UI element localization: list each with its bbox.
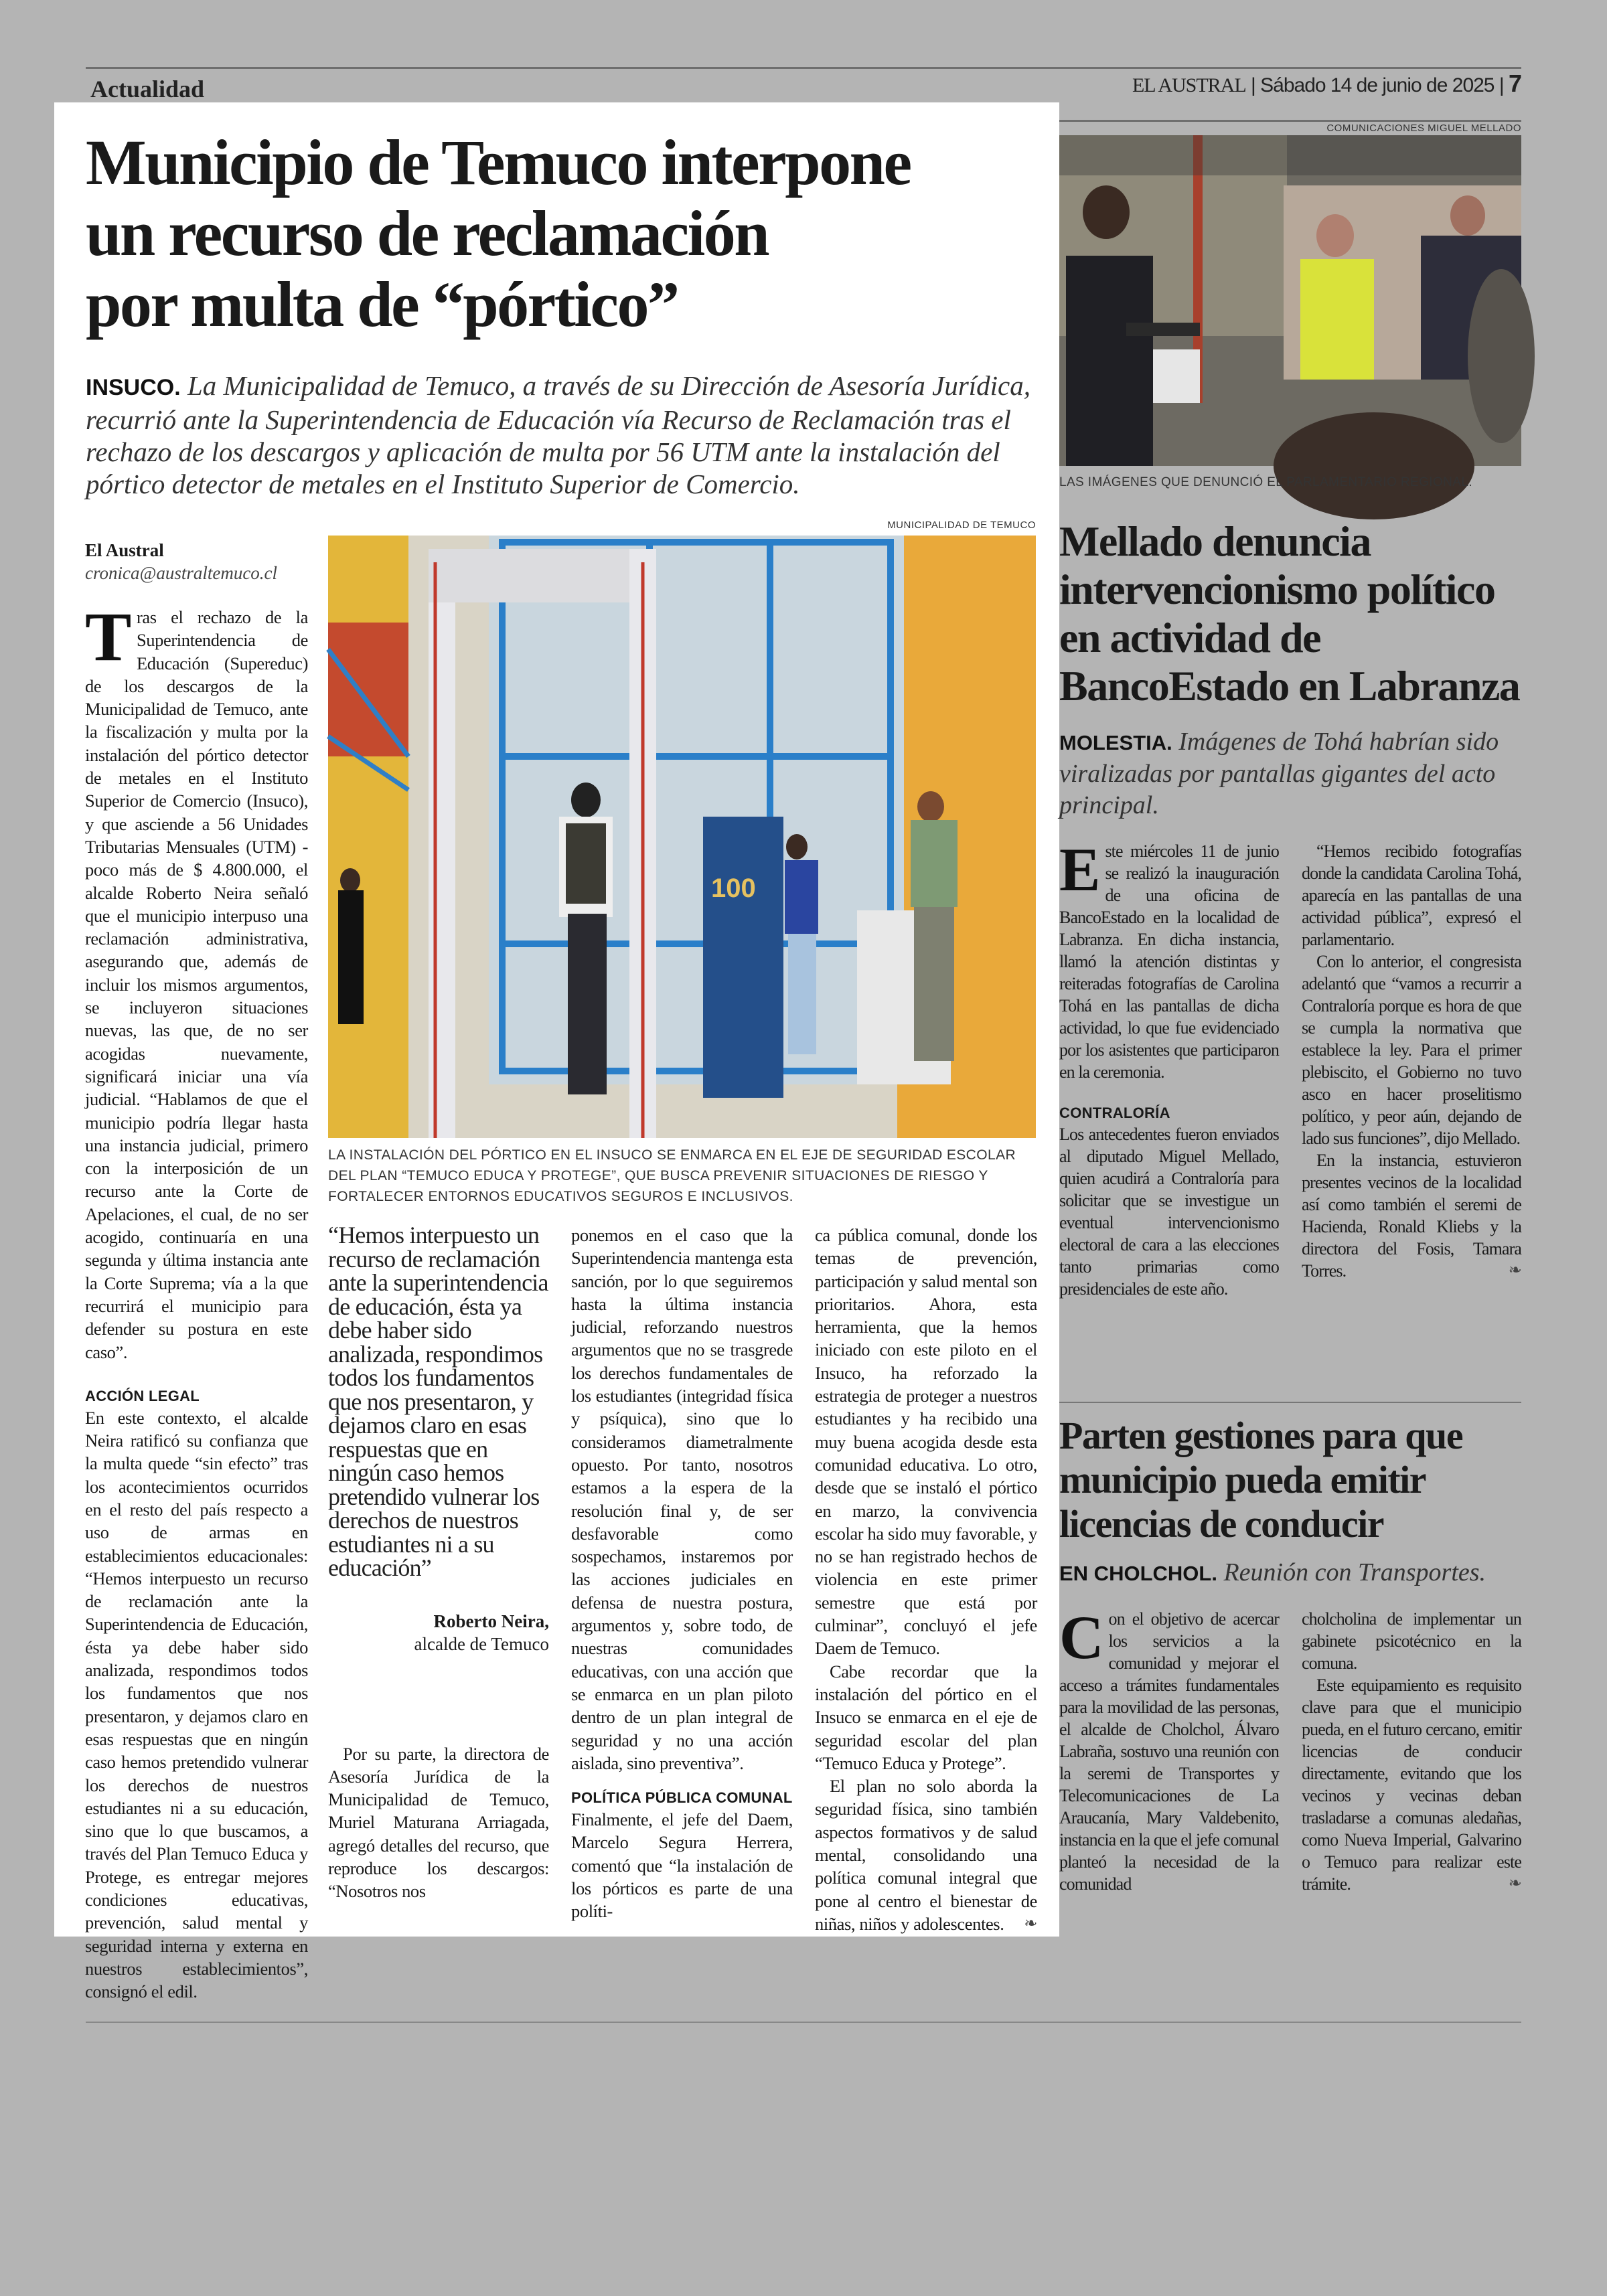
subheading: CONTRALORÍA	[1059, 1104, 1170, 1121]
quote-author: Roberto Neira,	[433, 1611, 549, 1631]
side-photo	[1059, 135, 1521, 466]
drop-cap: E	[1059, 835, 1100, 904]
quote-author-role: alcalde de Temuco	[414, 1633, 549, 1654]
side-1-column-1	[1059, 835, 1279, 1300]
section-divider	[1059, 1402, 1521, 1403]
drop-cap: C	[1059, 1603, 1103, 1671]
article-column-1	[85, 598, 308, 2002]
side-photo-credit: COMUNICACIONES MIGUEL MELLADO	[1326, 122, 1521, 134]
banner-100-text: 100	[711, 874, 756, 903]
masthead: EL AUSTRAL | Sábado 14 de junio de 2025 | 7	[1132, 70, 1521, 97]
drop-cap: T	[85, 598, 131, 675]
main-deck	[86, 370, 1037, 500]
paragraph: Los antecedentes fueron enviados al diputado Miguel Mellado, quien acudirá a Contraloría para solicitar que se investigue un eventual intervencionismo electoral de cara a las elecciones tanto primarias como presidenciales de este año.	[1059, 1125, 1279, 1299]
paragraph: En la instancia, estuvieron presentes vecinos de la localidad así como también el seremi de Hacienda, Ronald Kliebs y la directora del Fosis, Tamara Torres.	[1302, 1151, 1521, 1281]
newspaper-name: EL AUSTRAL	[1132, 74, 1246, 96]
side-headline-2: Parten gestiones para que municipio pueda emitir licencias de conducir	[1059, 1414, 1463, 1546]
byline-email[interactable]: cronica@australtemuco.cl	[85, 563, 278, 583]
pull-quote-attribution	[328, 1610, 549, 1655]
metal-detector-photo	[328, 536, 1036, 1138]
paragraph: El plan no solo aborda la seguridad física, sino también aspectos formativos y de salud mental, consolidando una política comunal integral que pone al centro el bienestar de niñas, niños y adolescentes.	[815, 1776, 1037, 1934]
paragraph: ca pública comunal, donde los temas de prevención, participación y salud mental son prioritarios. Ahora, esta herramienta, que la hemos iniciado con este piloto en el Insuco, ha reforzado la estrategia de proteger a nuestros estudiantes y ha recibido una muy buena acogida desde esta comunidad educativa. Lo otro, desde que se instaló el pórtico en marzo, la convivencia escolar ha sido muy favorable, y no se han registrado hechos de violencia en este primer semestre que está por culminar”, concluyó el jefe Daem de Temuco.	[815, 1225, 1037, 1659]
bottom-rule	[86, 2022, 1521, 2023]
deck-text: Reunión con Transportes.	[1223, 1558, 1486, 1586]
deck-text: La Municipalidad de Temuco, a través de su Dirección de Asesoría Jurídica, recurrió ante la Superintendencia de Educación vía Recurso de Reclamación tras el rechazo de los descargos y aplicación de multa por 56 UTM ante la instalación del pórtico detector de metales en el Instituto Superior de Comercio.	[86, 370, 1031, 499]
page-number: 7	[1508, 70, 1521, 97]
paragraph: “Hemos recibido fotografías donde la candidata Carolina Tohá, aparecía en las pantallas de una actividad pública”, expresó el parlamentario.	[1302, 841, 1521, 949]
side-2-column-1	[1059, 1603, 1280, 1895]
headline-line: Municipio de Temuco interpone	[86, 127, 911, 198]
end-mark-icon: ❧	[1508, 1875, 1521, 1892]
side-article-2	[1059, 1414, 1521, 1949]
paragraph: Cabe recordar que la instalación del pórtico en el Insuco se enmarca en el eje de seguridad escolar del plan “Temuco Educa y Protege”.	[815, 1661, 1037, 1773]
side-deck-1	[1059, 726, 1521, 821]
byline	[85, 539, 306, 584]
deck-kicker: MOLESTIA.	[1059, 731, 1172, 754]
paragraph: ste miércoles 11 de junio se realizó la inauguración de una oficina de BancoEstado en la localidad de Labranza. En dicha instancia, llamó la atención distintas y reiteradas fotografías de Carolina Tohá en las pantallas de dicha actividad, lo que fue evidenciado por los asistentes que participaron en la ceremonia.	[1059, 841, 1279, 1082]
deck-kicker: INSUCO.	[86, 375, 181, 400]
side-2-column-2	[1302, 1608, 1521, 1895]
side-1-columns	[1059, 835, 1521, 1300]
paragraph: Finalmente, el jefe del Daem, Marcelo Segura Herrera, comentó que “la instalación de los pórticos es parte de una políti-	[571, 1809, 793, 1922]
byline-author: El Austral	[85, 540, 164, 560]
end-mark-icon: ❧	[1024, 1914, 1037, 1933]
headline-line: por multa de “pórtico”	[86, 268, 678, 340]
subheading: POLÍTICA PÚBLICA COMUNAL	[571, 1789, 793, 1807]
end-mark-icon: ❧	[1508, 1262, 1521, 1279]
main-photo	[328, 536, 1036, 1138]
column-2-text	[328, 1742, 549, 1903]
paragraph: Con lo anterior, el congresista adelantó que “vamos a recurrir a Contraloría porque es hora de que se cumpla la normativa que establece la ley. Para el primer plebiscito, el Gobierno no tuvo asco en hacer proselitismo político, y peor aún, dejando de lado sus funciones”, dijo Mellado.	[1302, 952, 1521, 1148]
side-1-column-2	[1302, 840, 1521, 1300]
main-photo-caption: LA INSTALACIÓN DEL PÓRTICO EN EL INSUCO SE ENMARCA EN EL EJE DE SEGURIDAD ESCOLAR DEL PLAN “TEMUCO EDUCA Y PROTEGE”, QUE BUSCA PREVENIR SITUACIONES DE RIESGO Y FORTALECER ENTORNOS EDUCATIVOS SEGUROS E INCLUSIVOS.	[328, 1147, 1016, 1204]
event-screen-photo	[1059, 135, 1521, 466]
main-photo-credit: MUNICIPALIDAD DE TEMUCO	[887, 519, 1036, 531]
side-photo-caption: LAS IMÁGENES QUE DENUNCIÓ EL PARLAMENTARIO REGIONAL.	[1059, 475, 1472, 489]
side-2-columns	[1059, 1603, 1521, 1895]
article-column-4	[815, 1224, 1037, 1934]
pull-quote: “Hemos interpuesto un recurso de reclamación ante la superintendencia de educación, ésta ya debe haber sido analizada, respondimos todos los fundamentos que nos presentaron, y dejamos claro en esas respuestas que en ningún caso hemos pretendido vulnerar los derechos de nuestros estudiantes ni a su educación”	[328, 1222, 548, 1581]
subheading: ACCIÓN LEGAL	[85, 1387, 200, 1404]
paragraph: on el objetivo de acercar los servicios a la comunidad y mejorar el acceso a trámites fundamentales para la movilidad de las personas, el alcalde de Cholchol, Álvaro Labraña, sostuvo una reunión con la seremi de Transportes y Telecomunicaciones de La Araucanía, Mary Valdebenito, instancia en la que el jefe comunal planteó la necesidad de la comunidad	[1059, 1609, 1280, 1894]
header-rule	[1059, 120, 1521, 122]
paragraph: En este contexto, el alcalde Neira ratificó su confianza que la multa quede “sin efecto” tras los acontecimientos ocurridos en el resto del país respecto a uso de armas en establecimientos educacionales: “Hemos interpuesto un recurso de reclamación ante la Superintendencia de Educación, ésta ya debe haber sido analizada, respondimos todos los fundamentos que nos presentaron, y dejamos claro en esas respuestas que en ningún caso hemos pretendido vulnerar los derechos de nuestros estudiantes ni a su educación, sino que lo que buscamos, a través del Plan Temuco Educa y Protege, es entregar mejores condiciones educativas, prevención, salud mental y seguridad interna y externa en nuestros establecimientos”, consignó el edil.	[85, 1407, 308, 2002]
side-headline-1: Mellado denuncia intervencionismo político en actividad de BancoEstado en Labranza	[1059, 517, 1520, 710]
issue-date: Sábado 14 de junio de 2025	[1260, 74, 1495, 96]
section-label: Actualidad	[90, 76, 205, 102]
paragraph: cholcholina de implementar un gabinete psicotécnico en la comuna.	[1302, 1609, 1521, 1673]
paragraph: Por su parte, la directora de Asesoría Jurídica de la Municipalidad de Temuco, Muriel Maturana Arriagada, agregó detalles del recurso, que reproduce los descargos: “Nosotros nos	[328, 1743, 549, 1902]
paragraph: ponemos en el caso que la Superintendencia mantenga esta sanción, por lo que seguiremos hasta la última instancia judicial, reforzando nuestros argumentos que no se trasgrede los derechos fundamentales de los estudiantes (integridad física y psíquica), sino que lo consideramos diametralmente opuesto. Por tanto, nosotros estamos a la espera de la resolución final y, de ser desfavorable como sospechamos, instaremos por las acciones judiciales en defensa de nuestra postura, argumentos y, sobre todo, de nuestras comunidades educativas, con una acción que se enmarca en un plan piloto dentro de un plan integral de seguridad y no una acción aislada, sino preventiva”.	[571, 1225, 793, 1773]
main-headline	[86, 127, 1050, 340]
deck-kicker: EN CHOLCHOL.	[1059, 1562, 1217, 1585]
paragraph: Este equipamiento es requisito clave para que el municipio pueda, en el futuro cercano, emitir licencias de conducir directamente, evitando que los vecinos y vecinas deban trasladarse a comunas aledañas, como Nueva Imperial, Galvarino o Temuco para realizar este trámite.	[1302, 1675, 1521, 1894]
side-article-1	[1059, 517, 1521, 1394]
deck-text: Imágenes de Tohá habrían sido viralizadas por pantallas gigantes del acto principal.	[1059, 728, 1499, 819]
headline-line: un recurso de reclamación	[86, 197, 769, 269]
side-deck-2	[1059, 1557, 1521, 1589]
main-heading-block	[86, 127, 1050, 500]
article-column-2	[328, 1224, 549, 1910]
article-column-3	[571, 1224, 793, 1922]
top-rule	[86, 67, 1521, 69]
paragraph: ras el rechazo de la Superintendencia de Educación (Supereduc) de los descargos de la Municipalidad de Temuco, ante la fiscalización y multa por la instalación del pórtico detector de metales en el Instituto Superior de Comercio (Insuco), y que asciende a 56 Unidades Tributarias Mensuales (UTM) -poco más de $ 4.800.000, el alcalde Roberto Neira señaló que el municipio interpuso una reclamación administrativa, asegurando que, además de incluir los mismos argumentos, se incluyeron situaciones nuevas, las que, de no ser acogidas nuevamente, significará iniciar una vía judicial. “Hablamos de que el municipio podría llegar hasta una instancia judicial, primero con la interposición de un recurso ante la Corte de Apelaciones, el cual, de no ser acogido, continuaría en una segunda y última instancia ante la Corte Suprema; vía a la que recurrirá el municipio para defender su postura en este caso”.	[85, 607, 308, 1362]
